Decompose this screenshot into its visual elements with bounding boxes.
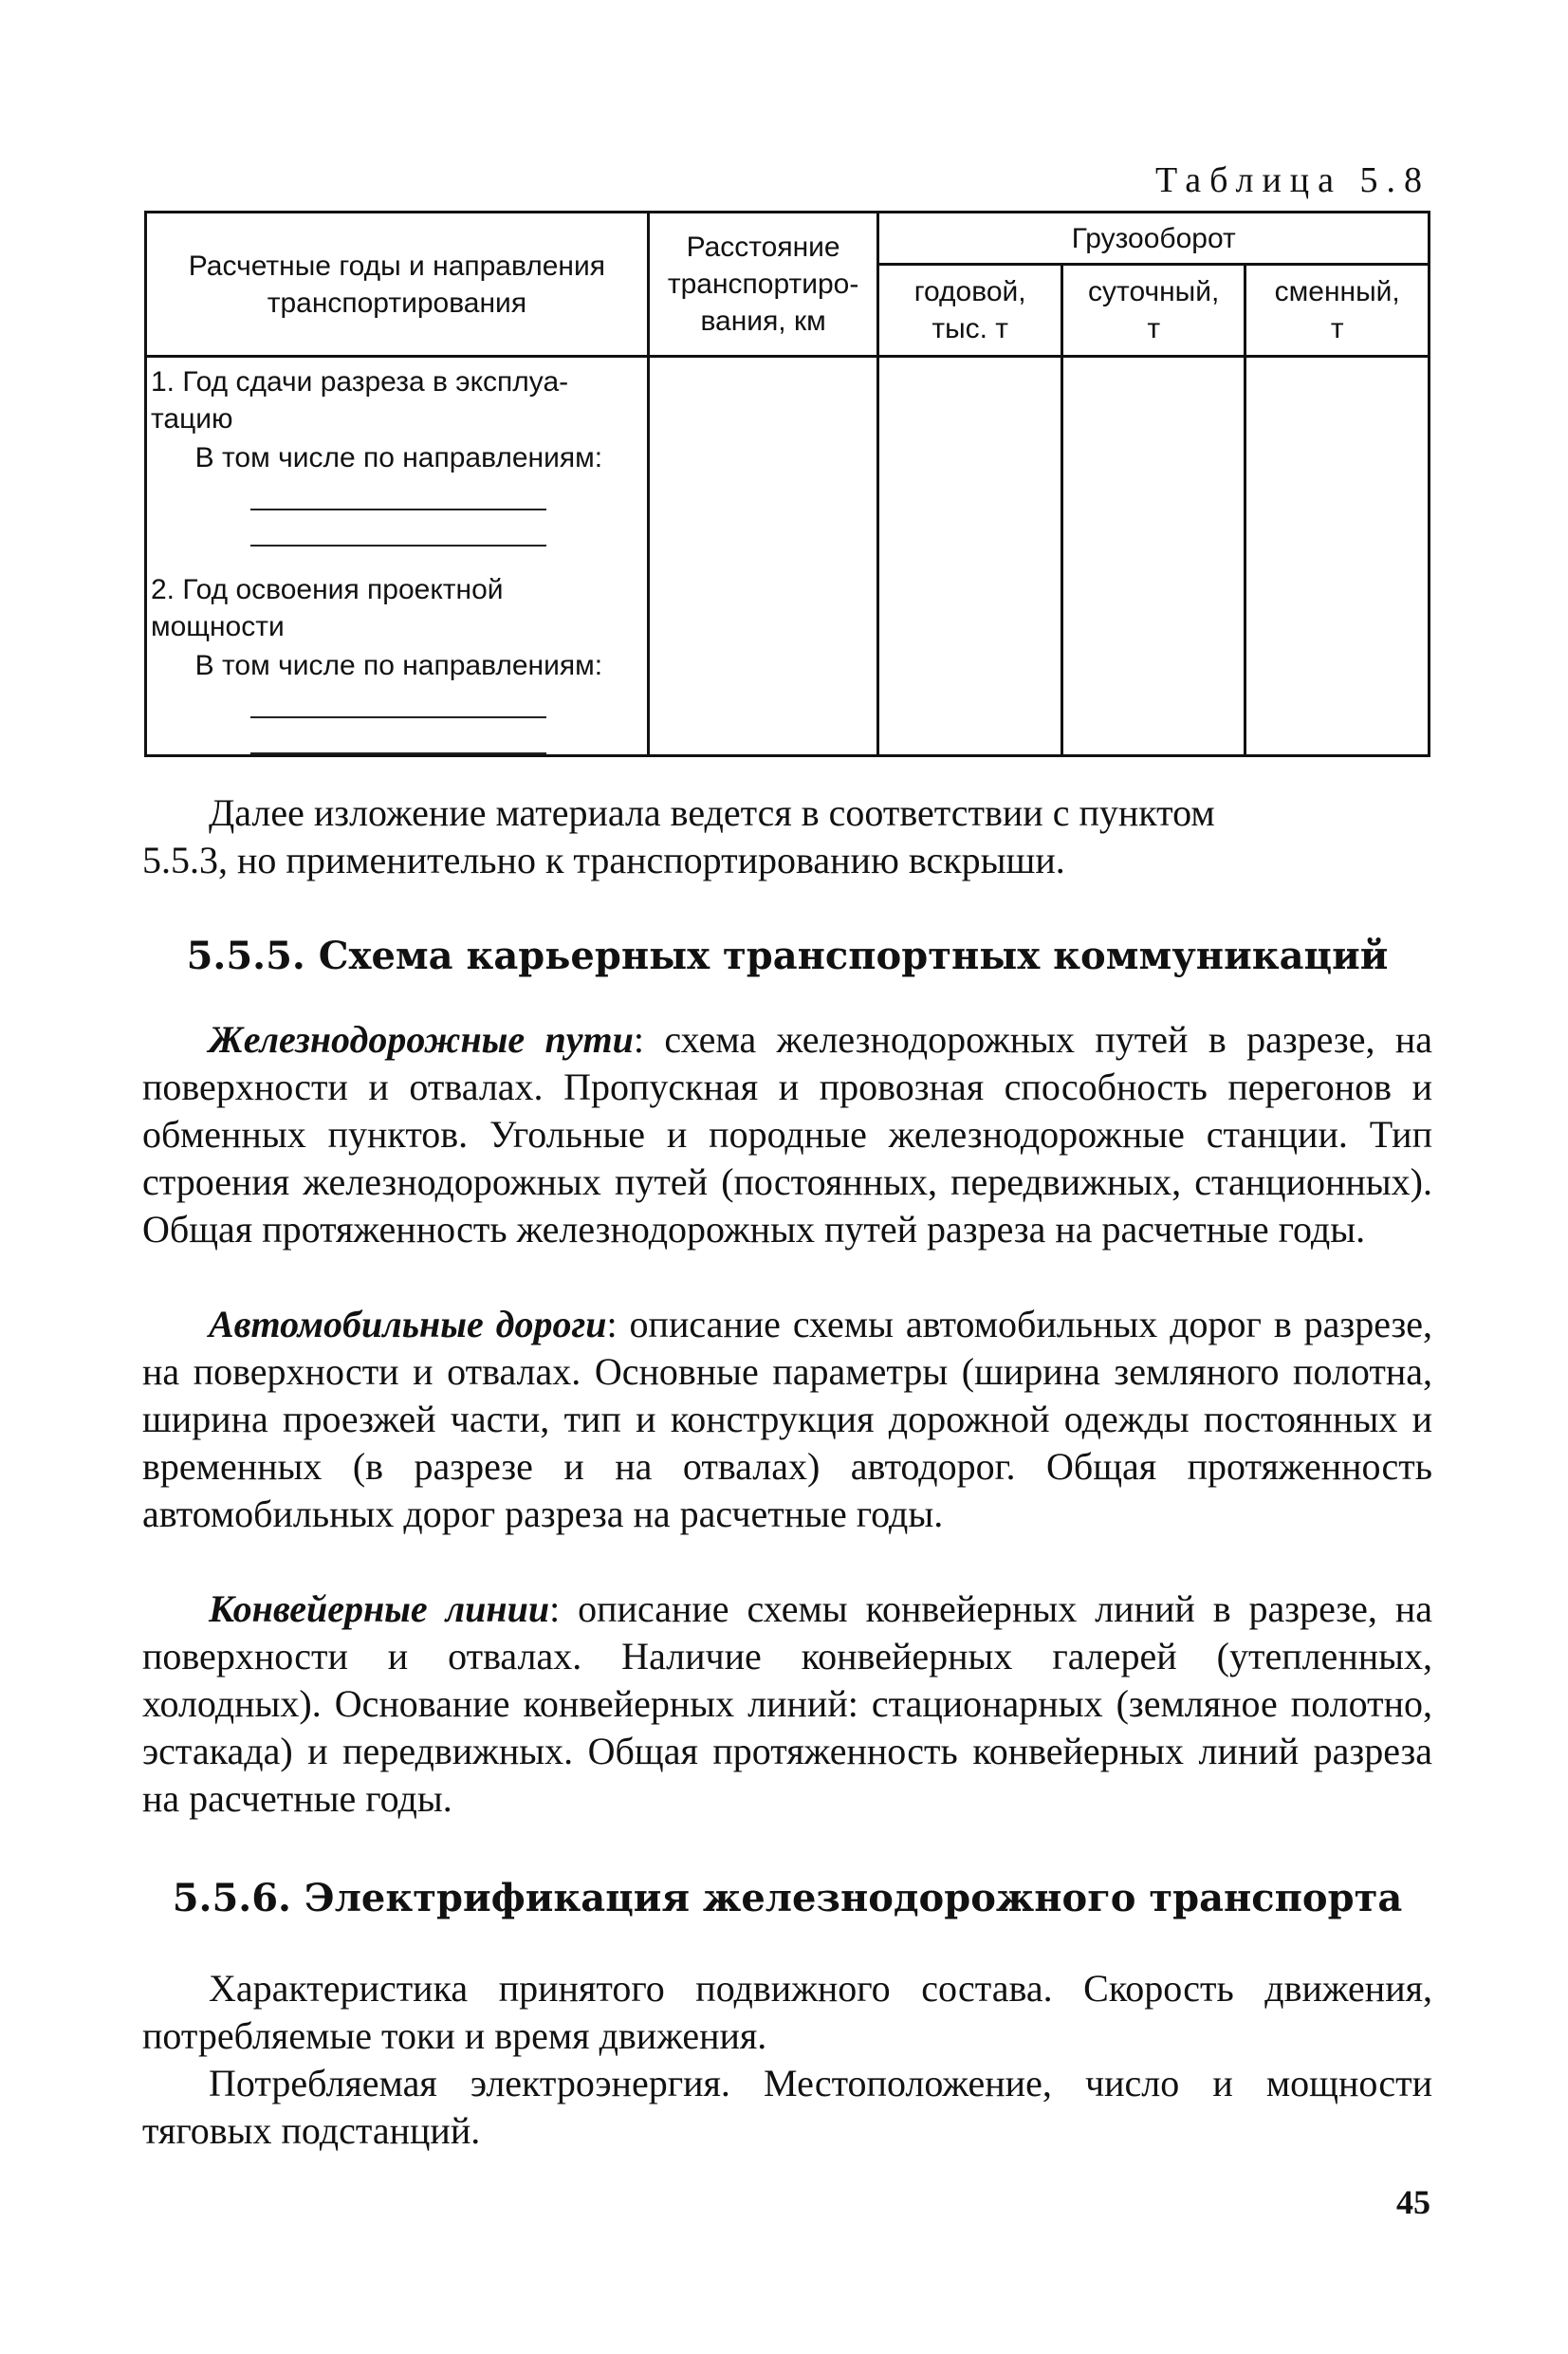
paragraph-rolling-stock: Характеристика принятого подвижного состава. Скорость движения, потребляемые токи и время движения. xyxy=(142,1967,1432,2057)
header-line: годовой, xyxy=(913,276,1026,307)
row-directions-label: В том числе по направлениям: xyxy=(194,650,603,681)
intro-paragraph xyxy=(142,789,1432,884)
empty-cell-daily xyxy=(1061,357,1245,756)
header-line: транспортиро- xyxy=(667,269,859,300)
section-heading-555: 5.5.5. Схема карьерных транспортных коммуникаций xyxy=(186,934,1389,978)
blank-direction-line xyxy=(250,509,546,510)
intro-line: 5.5.3, но применительно к транспортированию вскрыши. xyxy=(142,839,1065,881)
empty-cell-annual xyxy=(878,357,1062,756)
conveyors-text: : описание схемы конвейерных линий в разрезе, на поверхности и отвалах. Наличие конвейерных галерей (утепленных, холодных). Основание конвейерных линий: стационарных (земляное полотно, эстакада) и передвижных. Общая протяженность конвейерных линий разреза на расчетные годы. xyxy=(142,1587,1432,1820)
header-years-directions xyxy=(146,213,649,357)
row-commissioning-year: 1. Год сдачи разреза в эксплуа- xyxy=(151,366,569,398)
table-caption: Таблица 5.8 xyxy=(1154,160,1430,200)
header-shift xyxy=(1245,265,1430,357)
header-daily xyxy=(1061,265,1245,357)
paragraph-roads xyxy=(142,1301,1432,1538)
header-annual xyxy=(878,265,1062,357)
header-distance xyxy=(648,213,878,357)
header-line: транспортирования xyxy=(267,287,527,319)
page-number: 45 xyxy=(1396,2183,1430,2221)
section-heading-556: 5.5.6. Электрификация железнодорожного транспорта xyxy=(172,1876,1403,1920)
paragraph-power-consumption: Потребляемая электроэнергия. Местоположение, число и мощности тяговых подстанций. xyxy=(142,2062,1432,2152)
header-line: т xyxy=(1330,313,1344,344)
row-directions-label: В том числе по направлениям: xyxy=(194,442,603,473)
table-row-years xyxy=(146,357,649,756)
blank-direction-line xyxy=(250,752,546,754)
empty-cell-shift xyxy=(1245,357,1430,756)
header-line: сменный, xyxy=(1274,276,1400,307)
header-line: Расчетные годы и направления xyxy=(188,250,605,282)
blank-direction-line xyxy=(250,716,546,718)
header-line: вания, км xyxy=(700,306,826,337)
header-freight-turnover: Грузооборот xyxy=(878,213,1430,265)
empty-cell-distance xyxy=(648,357,878,756)
row-commissioning-year-cont: тацию xyxy=(151,403,233,435)
paragraph-railways xyxy=(142,1016,1432,1253)
paragraph-conveyors xyxy=(142,1585,1432,1823)
header-line: суточный, xyxy=(1088,276,1220,307)
row-design-capacity-year-cont: мощности xyxy=(151,611,285,642)
row-design-capacity-year: 2. Год освоения проектной xyxy=(151,574,504,605)
freight-table xyxy=(144,211,1430,757)
roads-text: : описание схемы автомобильных дорог в разрезе, на поверхности и отвалах. Основные параметры (ширина земляного полотна, ширина проезжей части, тип и конструкция дорожной одежды постоянных и временных (в разрезе и на отвалах) автодорог. Общая протяженность автомобильных дорог разреза на расчетные годы. xyxy=(142,1303,1432,1535)
term-roads: Автомобильные дороги xyxy=(209,1303,607,1345)
railways-text: : схема железнодорожных путей в разрезе, на поверхности и отвалах. Пропускная и провозная способность перегонов и обменных пунктов. Угольные и породные железнодорожные станции. Тип строения железнодорожных путей (постоянных, передвижных, станционных). Общая протяженность железнодорожных путей разреза на расчетные годы. xyxy=(142,1018,1432,1251)
header-line: т xyxy=(1147,313,1161,344)
term-conveyors: Конвейерные линии xyxy=(209,1587,550,1630)
header-line: Расстояние xyxy=(686,232,840,263)
header-line: тыс. т xyxy=(932,313,1009,344)
term-railways: Железнодорожные пути xyxy=(209,1018,634,1061)
intro-line: Далее изложение материала ведется в соответствии с пунктом xyxy=(209,791,1215,834)
